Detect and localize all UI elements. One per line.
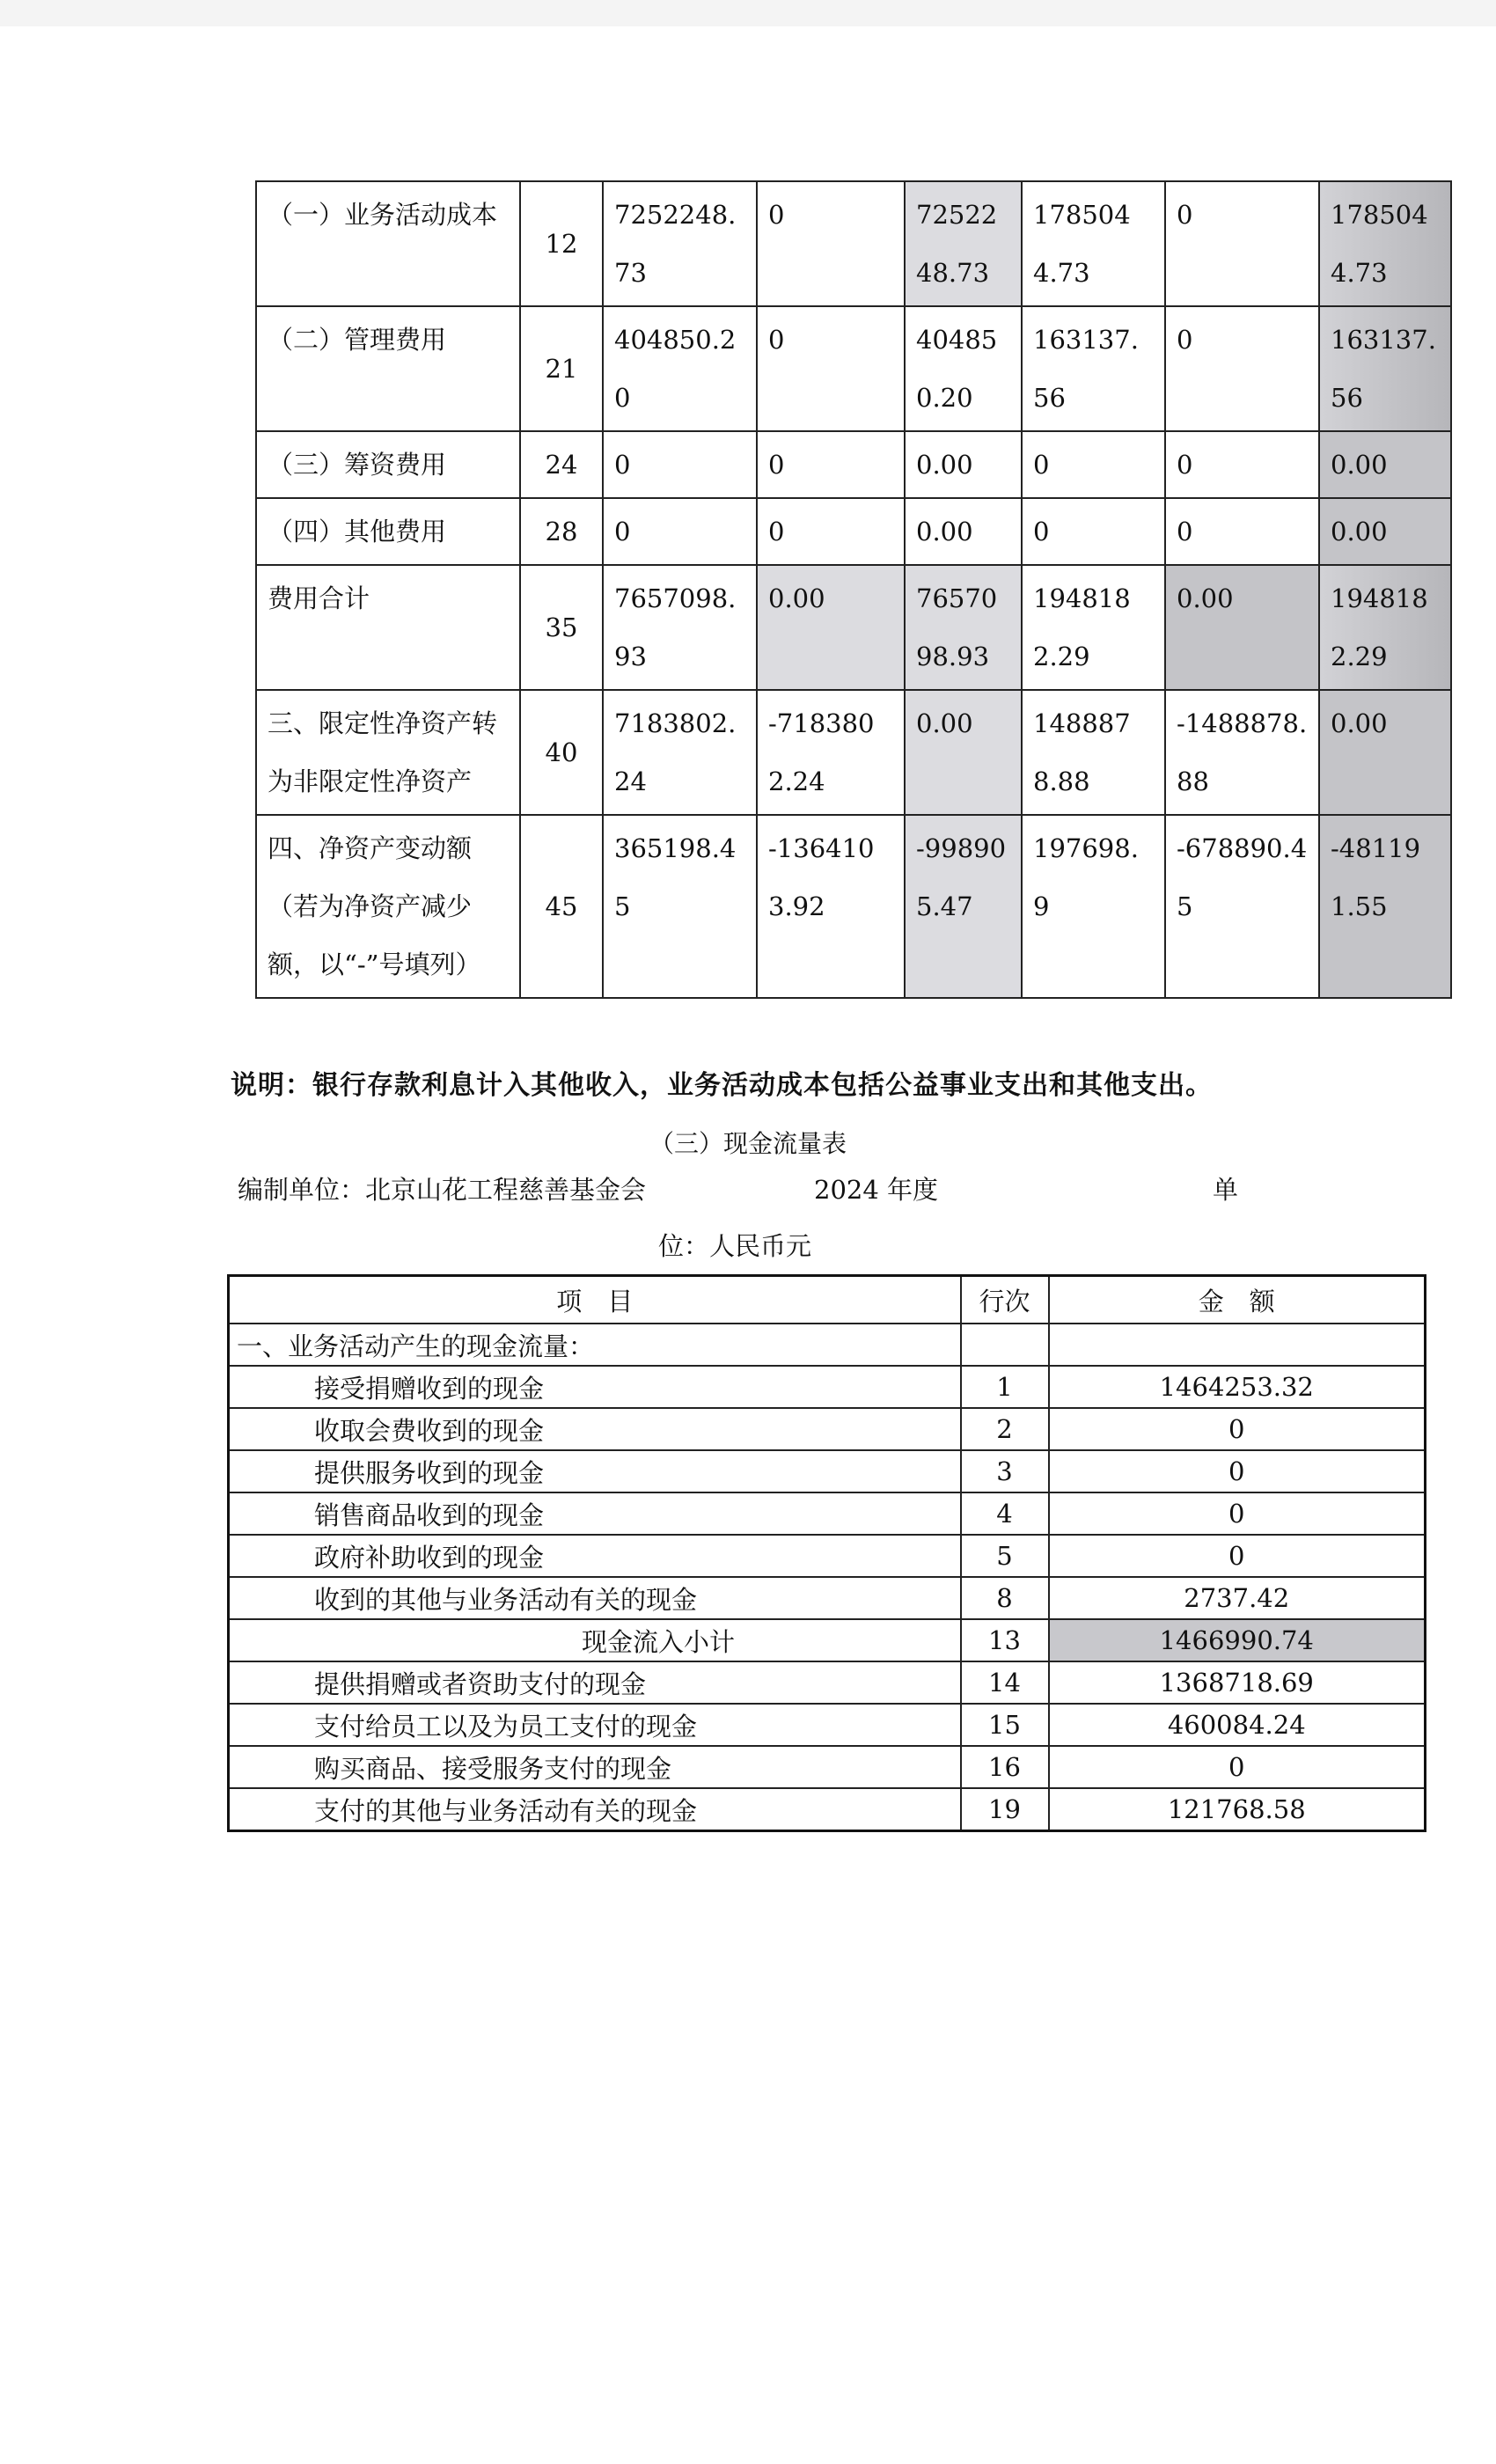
section-heading: 一、业务活动产生的现金流量： (229, 1324, 961, 1366)
row-item: （四）其他费用 (256, 498, 520, 565)
row-line: 19 (961, 1788, 1049, 1831)
table-row (256, 690, 1451, 815)
row-amount: 0 (1049, 1408, 1426, 1450)
row-line: 35 (520, 565, 603, 690)
table-row (229, 1450, 1426, 1492)
fiscal-year: 2024 年度 (814, 1175, 939, 1205)
row-cell: -481191.55 (1319, 815, 1451, 998)
row-line: 3 (961, 1450, 1049, 1492)
table-row (256, 431, 1451, 498)
row-line: 4 (961, 1492, 1049, 1535)
row-amount: 460084.24 (1049, 1704, 1426, 1746)
row-line: 16 (961, 1746, 1049, 1788)
row-cell: -1364103.92 (757, 815, 905, 998)
row-line (961, 1324, 1049, 1366)
row-cell: 0.00 (905, 690, 1022, 815)
row-line: 15 (961, 1704, 1049, 1746)
row-cell: 0 (603, 431, 757, 498)
section-title: （三）现金流量表 (649, 1129, 847, 1158)
row-cell: 1948182.29 (1022, 565, 1165, 690)
row-cell: 0 (757, 306, 905, 431)
header-amount: 金 额 (1049, 1276, 1426, 1324)
row-line: 5 (961, 1535, 1049, 1577)
row-cell: 1785044.73 (1022, 181, 1165, 306)
row-cell: 7252248.73 (603, 181, 757, 306)
row-cell: 0.00 (905, 431, 1022, 498)
row-cell: 365198.45 (603, 815, 757, 998)
row-item: 提供服务收到的现金 (229, 1450, 961, 1492)
table-row (229, 1704, 1426, 1746)
row-cell: 0 (757, 431, 905, 498)
row-cell: 0 (1165, 306, 1319, 431)
table-row (229, 1366, 1426, 1408)
row-cell: 404850.20 (905, 306, 1022, 431)
table-row (229, 1324, 1426, 1366)
row-cell: 0.00 (757, 565, 905, 690)
row-cell: 163137.56 (1022, 306, 1165, 431)
row-line: 21 (520, 306, 603, 431)
row-line: 28 (520, 498, 603, 565)
row-cell: 0 (603, 498, 757, 565)
activity-statement-table (255, 180, 1452, 999)
row-item: 支付的其他与业务活动有关的现金 (229, 1788, 961, 1831)
table-row (256, 498, 1451, 565)
row-cell: -7183802.24 (757, 690, 905, 815)
row-item: 三、限定性净资产转为非限定性净资产 (256, 690, 520, 815)
row-cell: 7183802.24 (603, 690, 757, 815)
row-cell: 404850.20 (603, 306, 757, 431)
table-header-row (229, 1276, 1426, 1324)
header-line: 行次 (961, 1276, 1049, 1324)
row-cell: 0 (1022, 431, 1165, 498)
row-cell: -998905.47 (905, 815, 1022, 998)
row-cell: 0 (1165, 431, 1319, 498)
row-item: 销售商品收到的现金 (229, 1492, 961, 1535)
header-item: 项 目 (229, 1276, 961, 1324)
row-cell: -678890.45 (1165, 815, 1319, 998)
row-item: 购买商品、接受服务支付的现金 (229, 1746, 961, 1788)
row-cell: 0 (757, 498, 905, 565)
row-line: 40 (520, 690, 603, 815)
table-row (256, 306, 1451, 431)
row-cell: 197698.9 (1022, 815, 1165, 998)
row-line: 1 (961, 1366, 1049, 1408)
row-line: 2 (961, 1408, 1049, 1450)
row-cell: 7657098.93 (603, 565, 757, 690)
table-row (256, 815, 1451, 998)
table-row (229, 1746, 1426, 1788)
row-item: 收取会费收到的现金 (229, 1408, 961, 1450)
table-row (229, 1492, 1426, 1535)
row-item: 支付给员工以及为员工支付的现金 (229, 1704, 961, 1746)
row-cell: 0.00 (1165, 565, 1319, 690)
table-row (229, 1788, 1426, 1831)
explanatory-note: 说明：银行存款利息计入其他收入，业务活动成本包括公益事业支出和其他支出。 (231, 1070, 1213, 1101)
row-cell: 0.00 (905, 498, 1022, 565)
row-item: 提供捐赠或者资助支付的现金 (229, 1661, 961, 1704)
cash-flow-table (227, 1274, 1426, 1832)
row-cell: 7657098.93 (905, 565, 1022, 690)
row-line: 24 (520, 431, 603, 498)
scan-edge (0, 0, 1496, 26)
row-item: （二）管理费用 (256, 306, 520, 431)
row-cell: 0 (757, 181, 905, 306)
table-row (256, 181, 1451, 306)
row-cell: 1948182.29 (1319, 565, 1451, 690)
row-amount: 1464253.32 (1049, 1366, 1426, 1408)
row-amount: 2737.42 (1049, 1577, 1426, 1619)
table-row (229, 1577, 1426, 1619)
row-cell: 0.00 (1319, 498, 1451, 565)
preparing-unit: 编制单位：北京山花工程慈善基金会 (238, 1175, 647, 1205)
row-cell: 0.00 (1319, 431, 1451, 498)
row-item: 费用合计 (256, 565, 520, 690)
row-item: 接受捐赠收到的现金 (229, 1366, 961, 1408)
table-row-subtotal (229, 1619, 1426, 1661)
currency-unit-part2: 位：人民币元 (658, 1231, 812, 1261)
row-item: （一）业务活动成本 (256, 181, 520, 306)
table-row (229, 1661, 1426, 1704)
row-cell: 163137.56 (1319, 306, 1451, 431)
row-amount: 121768.58 (1049, 1788, 1426, 1831)
row-amount: 0 (1049, 1535, 1426, 1577)
row-cell: 0.00 (1319, 690, 1451, 815)
table-row (229, 1408, 1426, 1450)
row-item: 现金流入小计 (229, 1619, 961, 1661)
row-amount (1049, 1324, 1426, 1366)
table-row (256, 565, 1451, 690)
row-amount: 0 (1049, 1492, 1426, 1535)
row-cell: 0 (1022, 498, 1165, 565)
row-cell: 0 (1165, 498, 1319, 565)
row-cell: 7252248.73 (905, 181, 1022, 306)
row-amount: 1466990.74 (1049, 1619, 1426, 1661)
row-item: （三）筹资费用 (256, 431, 520, 498)
row-line: 45 (520, 815, 603, 998)
row-cell: 0 (1165, 181, 1319, 306)
row-amount: 1368718.69 (1049, 1661, 1426, 1704)
row-item: 政府补助收到的现金 (229, 1535, 961, 1577)
row-item: 四、净资产变动额（若为净资产减少额，以“-”号填列） (256, 815, 520, 998)
row-line: 12 (520, 181, 603, 306)
row-line: 14 (961, 1661, 1049, 1704)
row-item: 收到的其他与业务活动有关的现金 (229, 1577, 961, 1619)
row-amount: 0 (1049, 1450, 1426, 1492)
row-cell: -1488878.88 (1165, 690, 1319, 815)
row-cell: 1488878.88 (1022, 690, 1165, 815)
row-line: 8 (961, 1577, 1049, 1619)
row-amount: 0 (1049, 1746, 1426, 1788)
row-line: 13 (961, 1619, 1049, 1661)
table-row (229, 1535, 1426, 1577)
currency-unit-part1: 单 (1213, 1175, 1239, 1205)
row-cell: 1785044.73 (1319, 181, 1451, 306)
